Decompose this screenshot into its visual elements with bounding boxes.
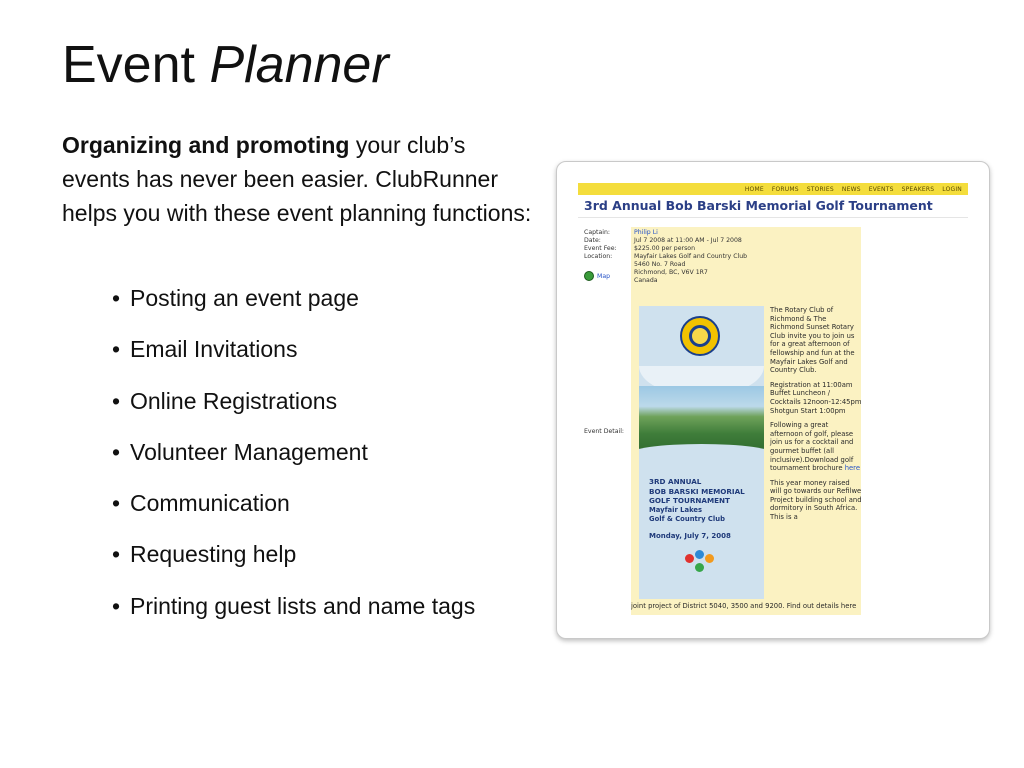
date-value: Jul 7 2008 at 11:00 AM - Jul 7 2008 (634, 237, 742, 244)
nav-news-link[interactable]: NEWS (841, 185, 861, 193)
feature-item: • Volunteer Management (112, 435, 475, 486)
location-line: Mayfair Lakes Golf and Country Club (634, 253, 748, 260)
title-italic: Planner (209, 36, 389, 94)
nav-login-link[interactable]: LOGIN (942, 185, 962, 193)
event-page-screenshot (578, 183, 968, 615)
brochure-line: Mayfair Lakes (649, 505, 703, 514)
description-paragraph: This year money raised will go towards our Refilwe Project building school and dormitory in South Africa. This is a (770, 478, 862, 522)
brochure-date: Monday, July 7, 2008 (649, 532, 731, 540)
date-label: Date: (584, 237, 601, 244)
tournament-brochure-image (639, 306, 764, 599)
schedule-line: Registration at 11:00am (770, 380, 853, 389)
location-line: 5460 No. 7 Road (634, 261, 686, 268)
nav-events-link[interactable]: EVENTS (868, 185, 894, 193)
map-icon (584, 271, 594, 281)
schedule-line: Buffet Luncheon / Cocktails 12noon-12:45pm (770, 389, 862, 406)
description-paragraph (770, 381, 862, 415)
rotary-kids-logo (683, 550, 717, 576)
nav-stories-link[interactable]: STORIES (806, 185, 834, 193)
brochure-line: BOB BARSKI MEMORIAL (649, 486, 745, 496)
intro-bold: Organizing and promoting (62, 132, 350, 158)
schedule-line: Shotgun Start 1:00pm (770, 406, 846, 415)
map-link[interactable] (584, 271, 610, 281)
captain-value[interactable]: Philip Li (634, 229, 658, 236)
intro-paragraph (62, 128, 532, 230)
nav-forums-link[interactable]: FORUMS (771, 185, 799, 193)
feature-item: • Online Registrations (112, 384, 475, 435)
brochure-line: 3RD ANNUAL (649, 477, 702, 486)
nav-home-link[interactable]: HOME (744, 185, 764, 193)
site-nav-bar (578, 183, 968, 195)
event-detail-label: Event Detail: (584, 428, 625, 435)
location-line: Richmond, BC, V6V 1R7 (634, 269, 708, 276)
location-label: Location: (584, 253, 613, 260)
description-paragraph: The Rotary Club of Richmond & The Richmond Sunset Rotary Club invite you to join us for a great afternoon of fellowship and fun at the Mayfair Lakes Golf and Country Club. (770, 306, 855, 375)
fee-label: Event Fee: (584, 245, 617, 252)
rotary-logo (680, 316, 720, 356)
feature-list (112, 281, 475, 640)
feature-item: • Printing guest lists and name tags (112, 589, 475, 640)
feature-item: • Requesting help (112, 537, 475, 588)
captain-label: Captain: (584, 229, 610, 236)
brochure-line: GOLF TOURNAMENT (649, 496, 730, 505)
description-footer: joint project of District 5040, 3500 and 9200. Find out details here (631, 602, 857, 610)
title-plain: Event (62, 36, 195, 94)
feature-item: • Communication (112, 486, 475, 537)
map-label: Map (597, 272, 611, 280)
brochure-title (649, 477, 761, 525)
event-body (578, 219, 968, 615)
feature-item: • Email Invitations (112, 332, 475, 383)
brochure-line: Golf & Country Club (649, 515, 725, 523)
location-line: Canada (634, 277, 658, 284)
brochure-download-link[interactable]: here (844, 464, 861, 473)
nav-speakers-link[interactable]: SPEAKERS (901, 185, 935, 193)
description-paragraph (770, 421, 862, 473)
intro-text: your club’s events has never been easier. ClubRunner helps you with these event planning functions: (62, 132, 532, 226)
feature-item: • Posting an event page (112, 281, 475, 332)
page-title (62, 30, 389, 100)
brochure-text: Following a great afternoon of golf, please join us for a cocktail and gourmet buffet (all inclusive).Download golf tournament brochure (770, 421, 854, 473)
fee-value: $225.00 per person (634, 245, 696, 252)
event-description (770, 306, 862, 528)
event-title: 3rd Annual Bob Barski Memorial Golf Tournament (578, 195, 968, 218)
